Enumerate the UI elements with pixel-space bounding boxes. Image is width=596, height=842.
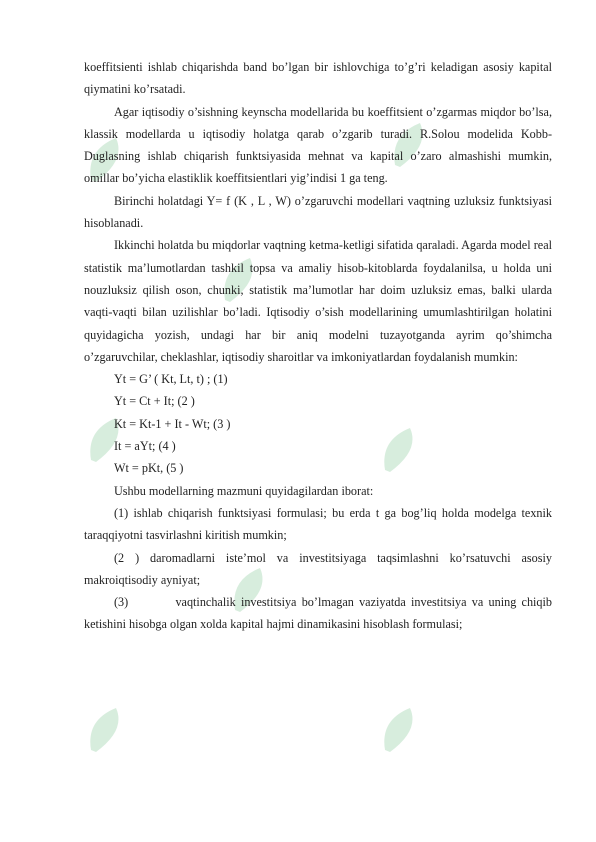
paragraph: Birinchi holatdagi Y= f (K , L , W) o’zgaruvchi modellari vaqtning uzluksiz funktsiyasi hisoblanadi. [84,193,552,231]
paragraph: (2 ) daromadlarni iste’mol va investitsiyaga taqsimlashni ko’rsatuvchi asosiy makroiqtisodiy ayniyat; [84,550,552,587]
paragraph: (1) ishlab chiqarish funktsiyasi formulasi; bu erda t ga bog’liq holda modelga texnik taraqqiyotni tasvirlashni kiritish mumkin; [84,505,552,543]
paragraph: Ikkinchi holatda bu miqdorlar vaqtning ketma-ketligi sifatida qaraladi. Agarda model real statistik ma’lumotlardan tashkil topsa va amaliy hisob-kitoblarda foydalanilsa, u holda uni nouzluksiz qilish oson, chunki, statistik ma’lumotlar har doim uzluksiz emas, balki ularda vaqti-vaqti bilan uzilishlar bo’ladi. Iqtisodiy o’sish modellarining umumlashtirilgan holatini quyidagicha yozish, undagi har bir aniq modelni tuzayotganda ayrim qo’shimcha o’zgaruvchilar, cheklashlar, iqtisodiy sharoitlar va imkoniyatlardan foydalanish mumkin: [84,238,552,364]
page-body [84,56,552,636]
leaf-watermark-icon [76,700,136,760]
formula-4: It = aYt; (4 ) [114,439,176,454]
formula-1: Yt = G’ ( Kt, Lt, t) ; (1) [114,372,228,387]
formula-5: Wt = pKt, (5 ) [114,461,184,476]
paragraph [84,591,552,636]
paragraph: Ushbu modellarning mazmuni quyidagilardan iborat: [114,483,374,498]
paragraph-text: vaqtinchalik investitsiya bo’lmagan vaziyatda investitsiya va uning chiqib ketishini hisobga olgan xolda kapital hajmi dinamikasini hisoblash formulasi; [84,595,552,632]
leaf-watermark-icon [370,700,430,760]
list-number: (3) [114,595,129,610]
formula-2: Yt = Ct + It; (2 ) [114,394,195,409]
formula-3: Kt = Kt-1 + It - Wt; (3 ) [114,416,231,431]
paragraph: koeffitsienti ishlab chiqarishda band bo’lgan bir ishlovchiga to’g’ri keladigan asosiy kapital qiymatini ko’rsatadi. [84,60,552,97]
paragraph: Agar iqtisodiy o’sishning keynscha modellarida bu koeffitsient o’zgarmas miqdor bo’lsa, klassik modellarda u iqtisodiy holatga qarab o’zgarib turadi. R.Solou modelida Kobb-Duglasning ishlab chiqarish funktsiyasida mehnat va kapital o’zaro almashishi mumkin, omillar bo’yicha elastiklik koeffitsientlari yig’indisi 1 ga teng. [84,104,552,186]
